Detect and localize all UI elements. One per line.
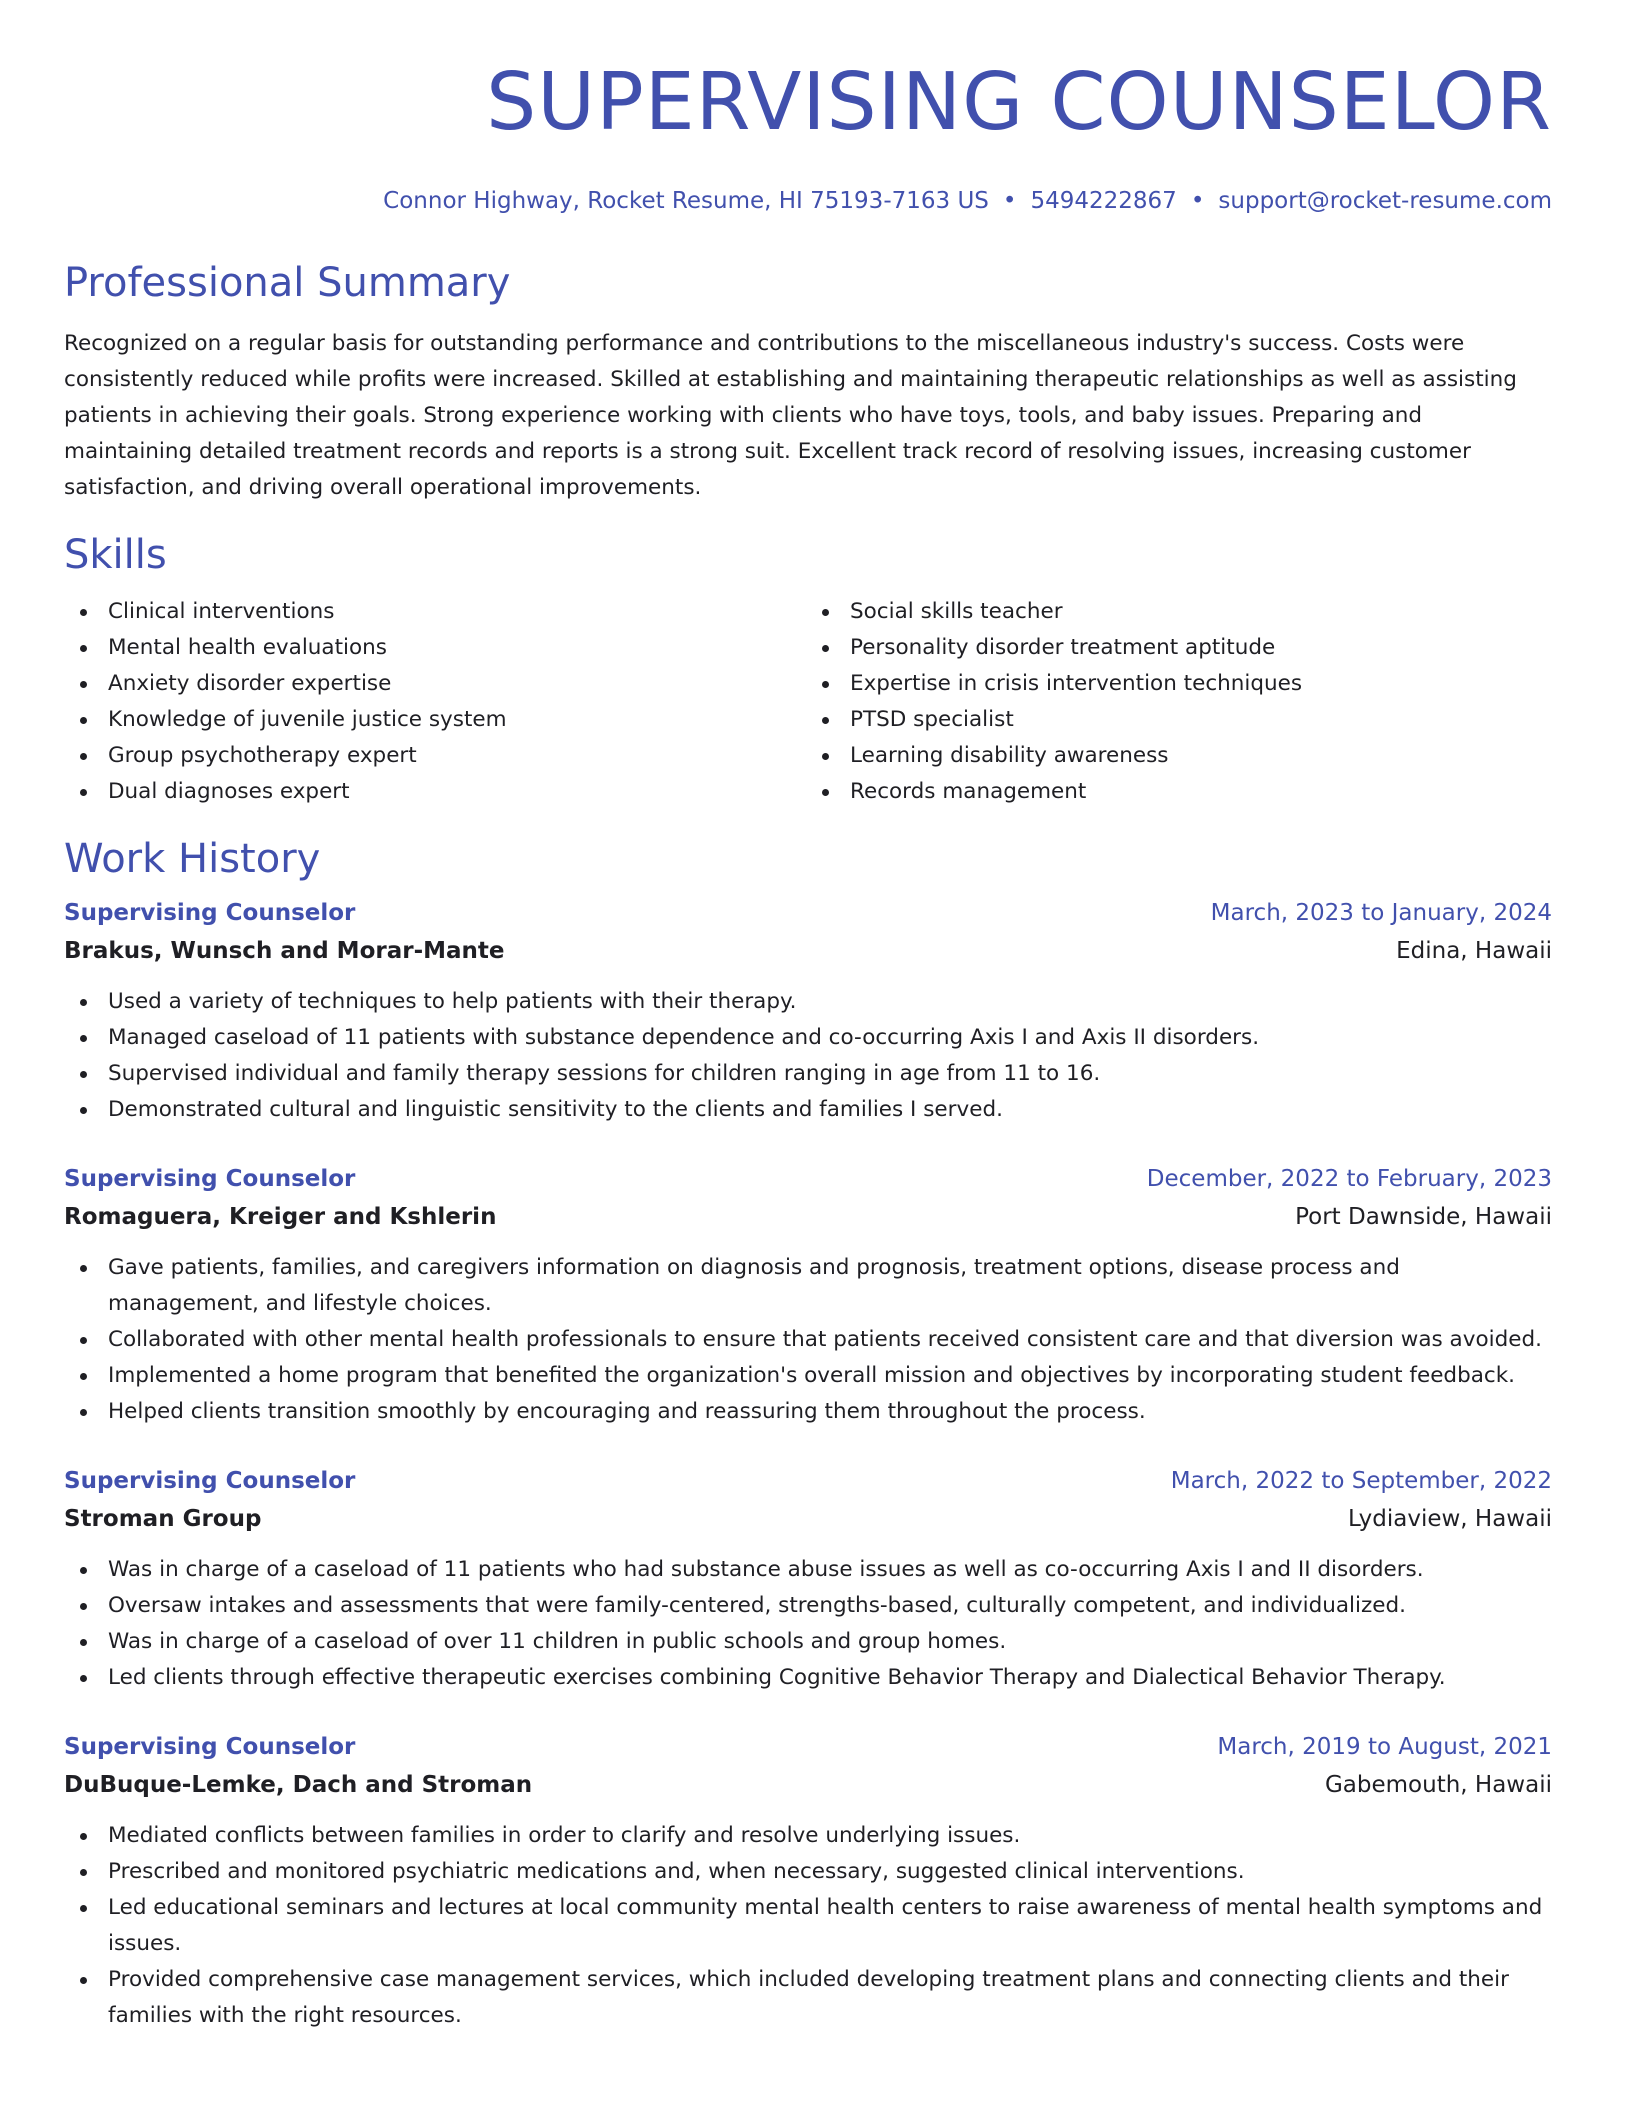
job-bullet: Oversaw intakes and assessments that were family-centered, strengths-based, culturally competent, and individualized.: [64, 1588, 1552, 1624]
job-dates: March, 2019 to August, 2021: [1217, 1734, 1552, 1760]
skills-list-right: [806, 594, 1552, 810]
job-entry: [64, 1728, 1552, 2034]
job-bullet: Managed caseload of 11 patients with substance dependence and co-occurring Axis I and Axis II disorders.: [64, 1020, 1552, 1056]
job-bullet: Collaborated with other mental health professionals to ensure that patients received consistent care and that diversion was avoided.: [64, 1322, 1552, 1358]
job-entry: [64, 894, 1552, 1128]
job-bullets: [64, 984, 1552, 1128]
job-bullet: Mediated conflicts between families in order to clarify and resolve underlying issues.: [64, 1818, 1552, 1854]
job-role: Supervising Counselor: [64, 900, 356, 926]
job-location: Lydiaview, Hawaii: [1347, 1506, 1552, 1532]
contact-email[interactable]: support@rocket-resume.com: [1218, 188, 1552, 214]
job-bullets: [64, 1552, 1552, 1696]
skill-item: Expertise in crisis intervention techniques: [806, 666, 1552, 702]
job-entry: [64, 1462, 1552, 1696]
job-bullet: Demonstrated cultural and linguistic sensitivity to the clients and families I served.: [64, 1092, 1552, 1128]
skill-item: Learning disability awareness: [806, 738, 1552, 774]
resume-title: SUPERVISING COUNSELOR: [486, 56, 1552, 148]
job-company: Stroman Group: [64, 1506, 262, 1532]
job-dates: March, 2022 to September, 2022: [1170, 1468, 1552, 1494]
contact-phone[interactable]: 5494222867: [1030, 188, 1177, 214]
job-dates: December, 2022 to February, 2023: [1146, 1166, 1552, 1192]
skill-item: Social skills teacher: [806, 594, 1552, 630]
job-bullet: Implemented a home program that benefited the organization's overall mission and objectives by incorporating student feedback.: [64, 1358, 1552, 1394]
job-company: Brakus, Wunsch and Morar-Mante: [64, 938, 505, 964]
job-bullet: Led educational seminars and lectures at local community mental health centers to raise awareness of mental health symptoms and issues.: [64, 1890, 1552, 1962]
skill-item: Dual diagnoses expert: [64, 774, 806, 810]
skill-item: Anxiety disorder expertise: [64, 666, 806, 702]
skill-item: Clinical interventions: [64, 594, 806, 630]
contact-line: [64, 186, 1552, 216]
job-bullet: Was in charge of a caseload of over 11 children in public schools and group homes.: [64, 1624, 1552, 1660]
job-role: Supervising Counselor: [64, 1468, 356, 1494]
job-entry: [64, 1160, 1552, 1430]
job-bullet: Helped clients transition smoothly by encouraging and reassuring them throughout the process.: [64, 1394, 1552, 1430]
job-bullets: [64, 1818, 1552, 2034]
skill-item: Group psychotherapy expert: [64, 738, 806, 774]
job-bullet: Prescribed and monitored psychiatric medications and, when necessary, suggested clinical interventions.: [64, 1854, 1552, 1890]
work-history-heading: Work History: [64, 836, 321, 882]
job-bullet: Supervised individual and family therapy sessions for children ranging in age from 11 to 16.: [64, 1056, 1552, 1092]
skills-grid: [64, 594, 1552, 810]
job-company: DuBuque-Lemke, Dach and Stroman: [64, 1772, 533, 1798]
contact-address: Connor Highway, Rocket Resume, HI 75193-7163 US: [383, 188, 989, 214]
skills-list-left: [64, 594, 806, 810]
contact-separator: •: [1002, 188, 1017, 214]
job-company: Romaguera, Kreiger and Kshlerin: [64, 1204, 497, 1230]
job-bullet: Used a variety of techniques to help patients with their therapy.: [64, 984, 1552, 1020]
job-bullet: Led clients through effective therapeutic exercises combining Cognitive Behavior Therapy and Dialectical Behavior Therapy.: [64, 1660, 1552, 1696]
job-location: Gabemouth, Hawaii: [1324, 1772, 1552, 1798]
skill-item: Knowledge of juvenile justice system: [64, 702, 806, 738]
summary-heading: Professional Summary: [64, 260, 511, 306]
summary-text: Recognized on a regular basis for outstanding performance and contributions to the miscellaneous industry's success. Costs were consistently reduced while profits were increased. Skilled at establishing and maintaining therapeutic relationships as well as assisting patients in achieving their goals. Strong experience working with clients who have toys, tools, and baby issues. Preparing and maintaining detailed treatment records and reports is a strong suit. Excellent track record of resolving issues, increasing customer satisfaction, and driving overall operational improvements.: [64, 331, 1517, 500]
job-bullets: [64, 1250, 1552, 1430]
job-role: Supervising Counselor: [64, 1734, 356, 1760]
job-dates: March, 2023 to January, 2024: [1210, 900, 1552, 926]
resume-header: [64, 56, 1552, 216]
job-location: Port Dawnside, Hawaii: [1295, 1204, 1552, 1230]
skill-item: Records management: [806, 774, 1552, 810]
job-bullet: Provided comprehensive case management services, which included developing treatment plans and connecting clients and their families with the right resources.: [64, 1962, 1552, 2034]
contact-separator: •: [1190, 188, 1205, 214]
skill-item: PTSD specialist: [806, 702, 1552, 738]
job-role: Supervising Counselor: [64, 1166, 356, 1192]
job-bullet: Gave patients, families, and caregivers information on diagnosis and prognosis, treatment options, disease process and management, and lifestyle choices.: [64, 1250, 1552, 1322]
skill-item: Personality disorder treatment aptitude: [806, 630, 1552, 666]
skills-heading: Skills: [64, 532, 167, 578]
job-bullet: Was in charge of a caseload of 11 patients who had substance abuse issues as well as co-occurring Axis I and II disorders.: [64, 1552, 1552, 1588]
skill-item: Mental health evaluations: [64, 630, 806, 666]
job-location: Edina, Hawaii: [1396, 938, 1552, 964]
